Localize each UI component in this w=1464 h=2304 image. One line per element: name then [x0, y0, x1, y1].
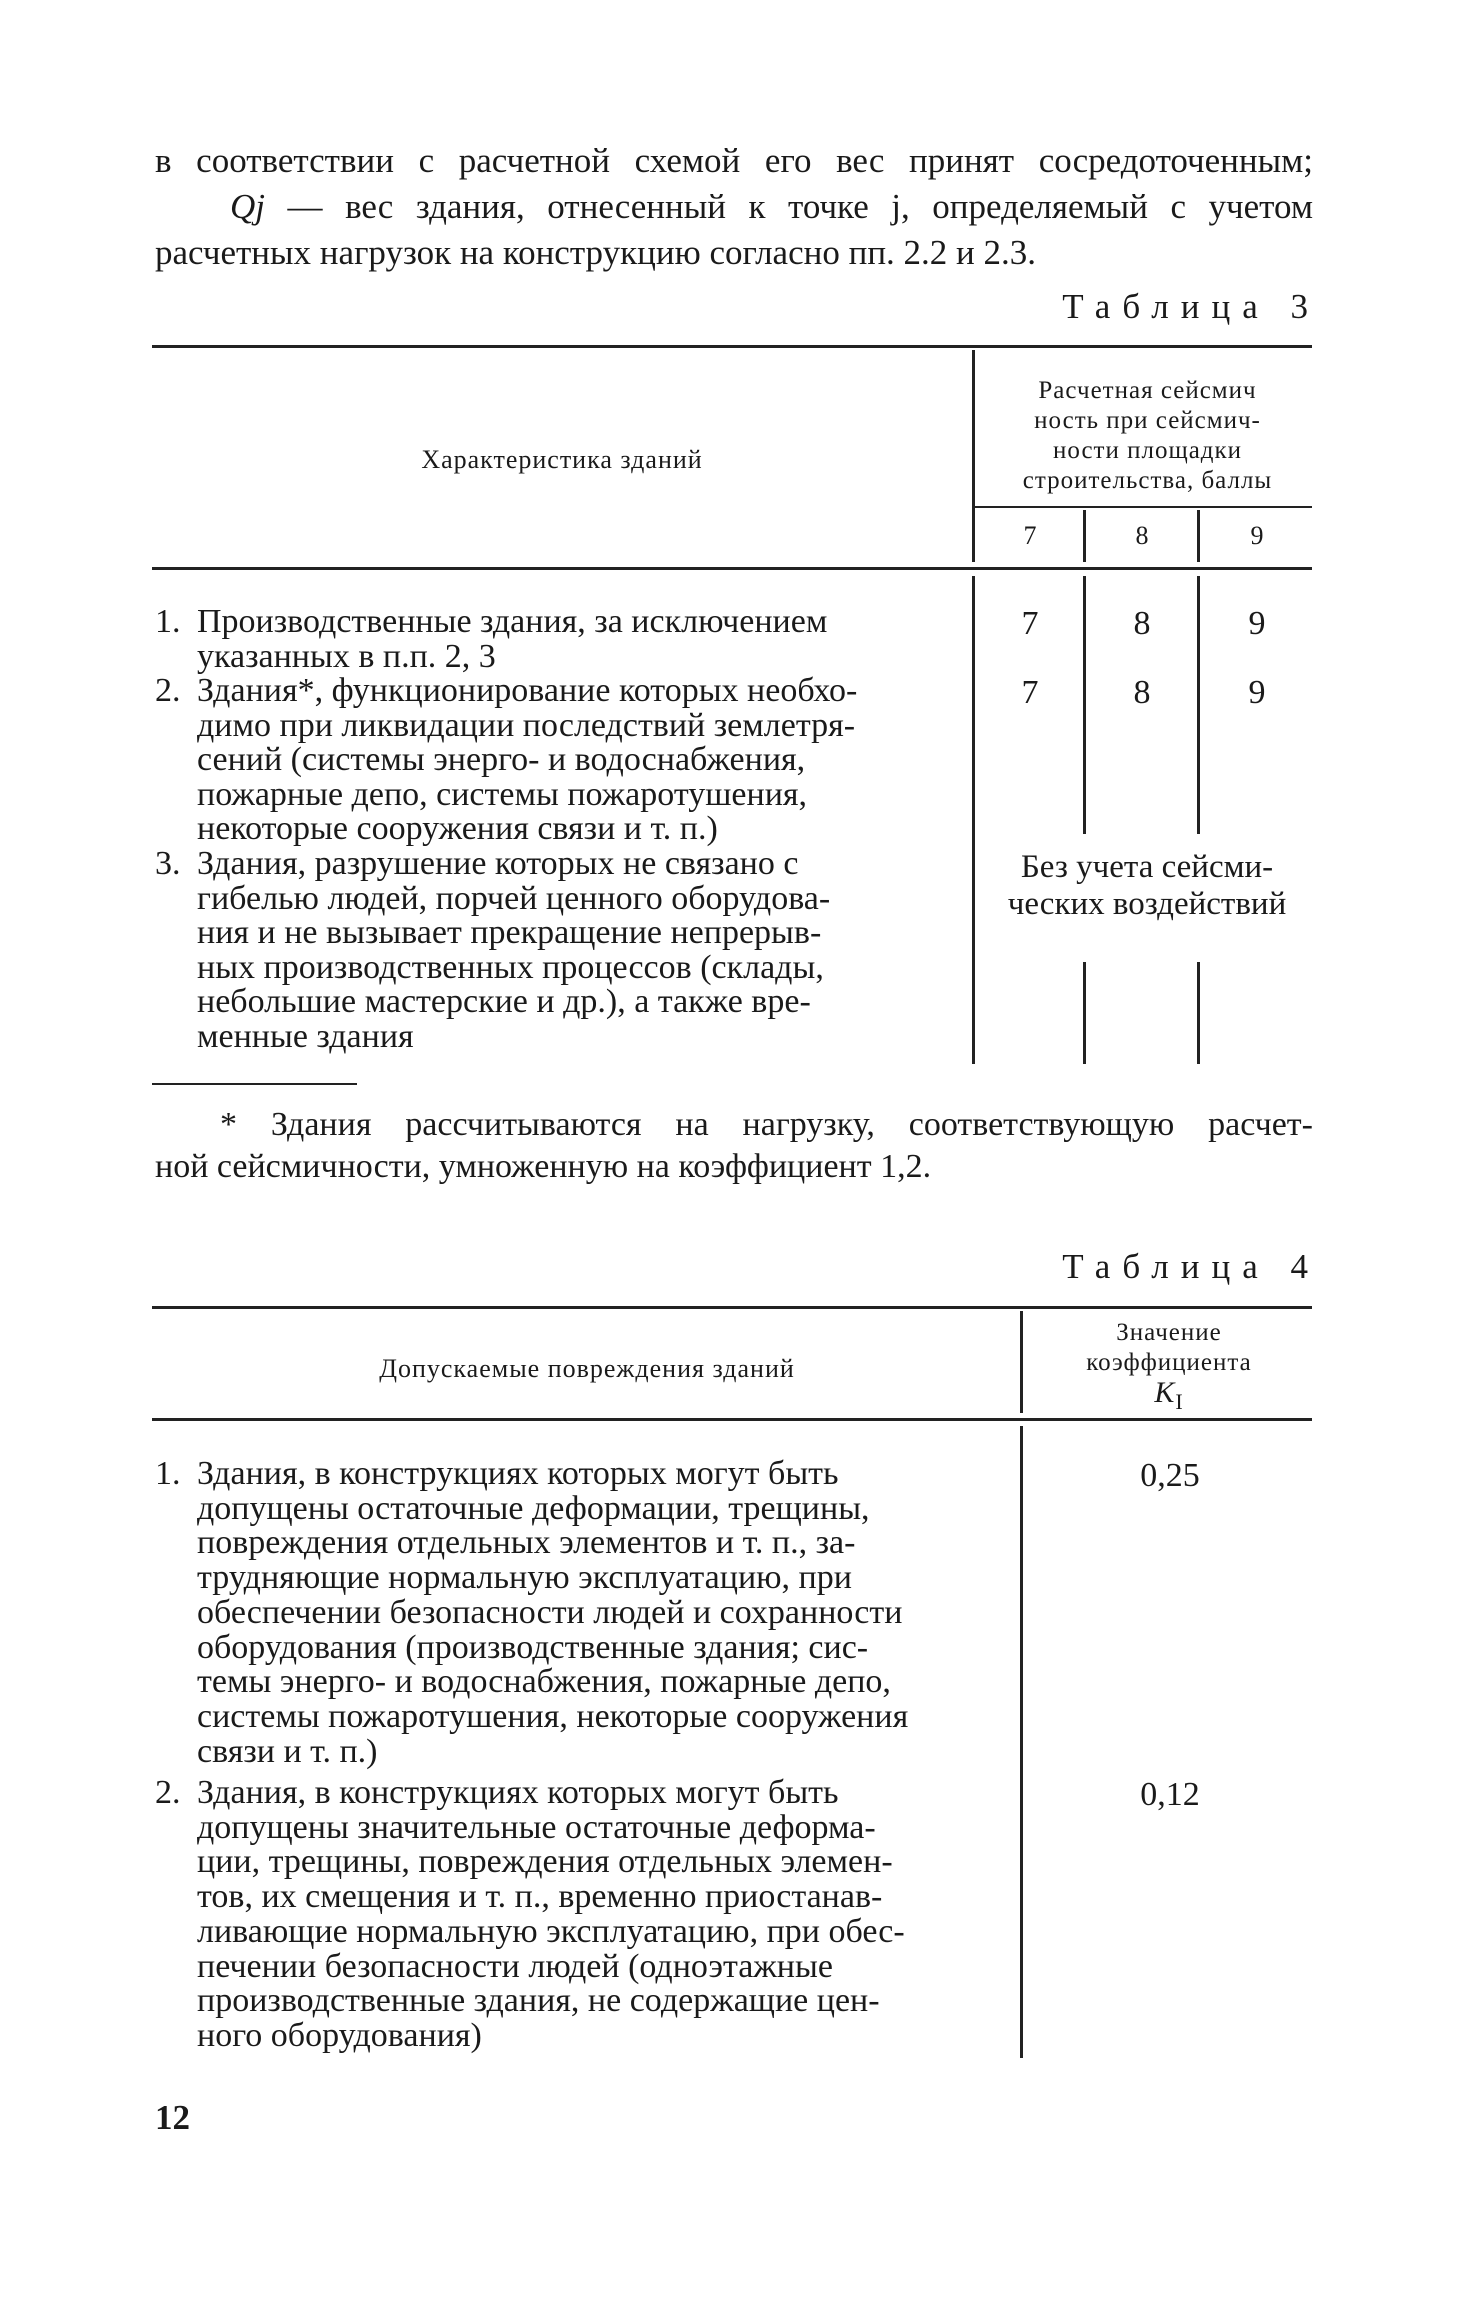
table3-subheader-7: 7 — [1023, 521, 1037, 550]
table3-row-3-merged-line-2: ческих воздействий — [1007, 886, 1287, 922]
footnote-line-2: ной сейсмичности, умноженную на коэффициент 1,2. — [155, 1148, 932, 1185]
table3-row-1-value-8: 8 — [1133, 605, 1151, 642]
table3-row-3-merged-value — [978, 849, 1316, 923]
table3-row-1-value-9: 9 — [1248, 605, 1266, 642]
table4-row-2-number: 2. — [155, 1774, 181, 1811]
intro-symbol: Qj — [230, 187, 265, 226]
table4-header-bottom-rule — [152, 1418, 1312, 1421]
table3-header-characteristic: Характеристика зданий — [421, 445, 703, 474]
table4-col-divider-body — [1020, 1426, 1023, 2058]
table3-subcol-divider-a-bottom — [1083, 962, 1086, 1064]
coefficient-k-subscript: I — [1175, 1389, 1184, 1414]
coefficient-k: K — [1154, 1376, 1176, 1409]
intro-line-2 — [230, 184, 1313, 230]
table3-col-divider-header — [972, 350, 975, 562]
table3-subcol-divider-a-body — [1083, 576, 1086, 834]
table3-header-seismicity-line-2: ность при сейсмич- — [1034, 407, 1261, 434]
table4-header-coefficient-line-2: коэффициента — [1086, 1349, 1252, 1376]
table3-row-3-merged-line-1: Без учета сейсми- — [1020, 849, 1274, 885]
table4-caption: Таблица 4 — [1062, 1247, 1320, 1286]
table4-row-1-text: Здания, в конструкциях которых могут быть допущены остаточные деформации, трещины, повреждения отдельных элементов и т. п., за- трудняющие нормальную эксплуатацию, при обеспечении безопасности людей и сохранности оборудования (производственные здания; сис- темы энерго- и водоснабжения, пожарные депо, системы пожаротушения, некоторые сооружения связи и т. п.) — [197, 1455, 909, 1770]
footnote-rule — [152, 1083, 357, 1085]
table3-header-seismicity — [980, 376, 1315, 496]
table3-row-2-text: Здания*, функционирование которых необхо- димо при ликвидации последствий землетря- сений (системы энерго- и водоснабжения, пожарные депо, системы пожаротушения, некоторые сооружения связи и т. п.) — [197, 672, 858, 847]
table3-header-bottom-rule — [152, 567, 1312, 570]
table4-row-2-value: 0,12 — [1140, 1776, 1200, 1813]
table4-row-1-number: 1. — [155, 1455, 181, 1492]
table3-row-2-value-9: 9 — [1248, 674, 1266, 711]
table3-subheader-rule — [974, 506, 1312, 508]
footnote-line-1: * Здания рассчитываются на нагрузку, соответствующую расчет- — [220, 1106, 1313, 1143]
table4-header-coefficient — [1024, 1318, 1314, 1417]
table4-header-damage: Допускаемые повреждения зданий — [379, 1354, 795, 1383]
table4-row-1-value: 0,25 — [1140, 1457, 1200, 1494]
table3-header-seismicity-line-1: Расчетная сейсмич — [1038, 377, 1257, 404]
intro-line-1: в соответствии с расчетной схемой его вес принят сосредоточенным; — [155, 141, 1313, 180]
intro-line-2-text: — вес здания, отнесенный к точке j, определяемый с учетом — [265, 187, 1313, 226]
table3-subcol-divider-a-header — [1083, 510, 1086, 562]
table3-row-2-number: 2. — [155, 672, 181, 709]
table3-caption: Таблица 3 — [1062, 287, 1320, 326]
table4-col-divider-header — [1020, 1311, 1023, 1413]
intro-line-3: расчетных нагрузок на конструкцию согласно пп. 2.2 и 2.3. — [155, 233, 1037, 272]
table3-subcol-divider-b-body — [1197, 576, 1200, 834]
table3-subcol-divider-b-bottom — [1197, 962, 1200, 1064]
page-number: 12 — [155, 2098, 190, 2137]
table3-header-seismicity-line-4: строительства, баллы — [1022, 467, 1273, 494]
table3-row-2-value-7: 7 — [1021, 674, 1039, 711]
table3-subheader-8: 8 — [1135, 521, 1149, 550]
table3-row-1-number: 1. — [155, 603, 181, 640]
table3-row-1-text: Производственные здания, за исключением указанных в п.п. 2, 3 — [197, 603, 828, 675]
table3-subcol-divider-b-header — [1197, 510, 1200, 562]
table4-row-2-text: Здания, в конструкциях которых могут быть допущены значительные остаточные деформа- ции, трещины, повреждения отдельных элемен- тов, их смещения и т. п., временно приостанав- ливающие нормальную эксплуатацию, при обес- печении безопасности людей (одноэтажные производственные здания, не содержащие цен- ного оборудования) — [197, 1774, 905, 2054]
table4-header-coefficient-symbol — [1024, 1378, 1314, 1417]
table4-top-rule — [152, 1306, 1312, 1309]
table3-row-1-value-7: 7 — [1021, 605, 1039, 642]
table3-col-divider-body — [972, 576, 975, 1064]
table3-row-3-number: 3. — [155, 845, 181, 882]
table4-header-coefficient-line-1: Значение — [1116, 1319, 1222, 1346]
table3-subheader-9: 9 — [1250, 521, 1264, 550]
table3-header-seismicity-line-3: ности площадки — [1052, 437, 1243, 464]
table3-row-2-value-8: 8 — [1133, 674, 1151, 711]
table3-top-rule — [152, 345, 1312, 348]
table3-row-3-text: Здания, разрушение которых не связано с гибелью людей, порчей ценного оборудова- ния и не вызывает прекращение непрерыв- ных производственных процессов (склады, небольшие мастерские и др.), а также вре- менные здания — [197, 845, 831, 1055]
